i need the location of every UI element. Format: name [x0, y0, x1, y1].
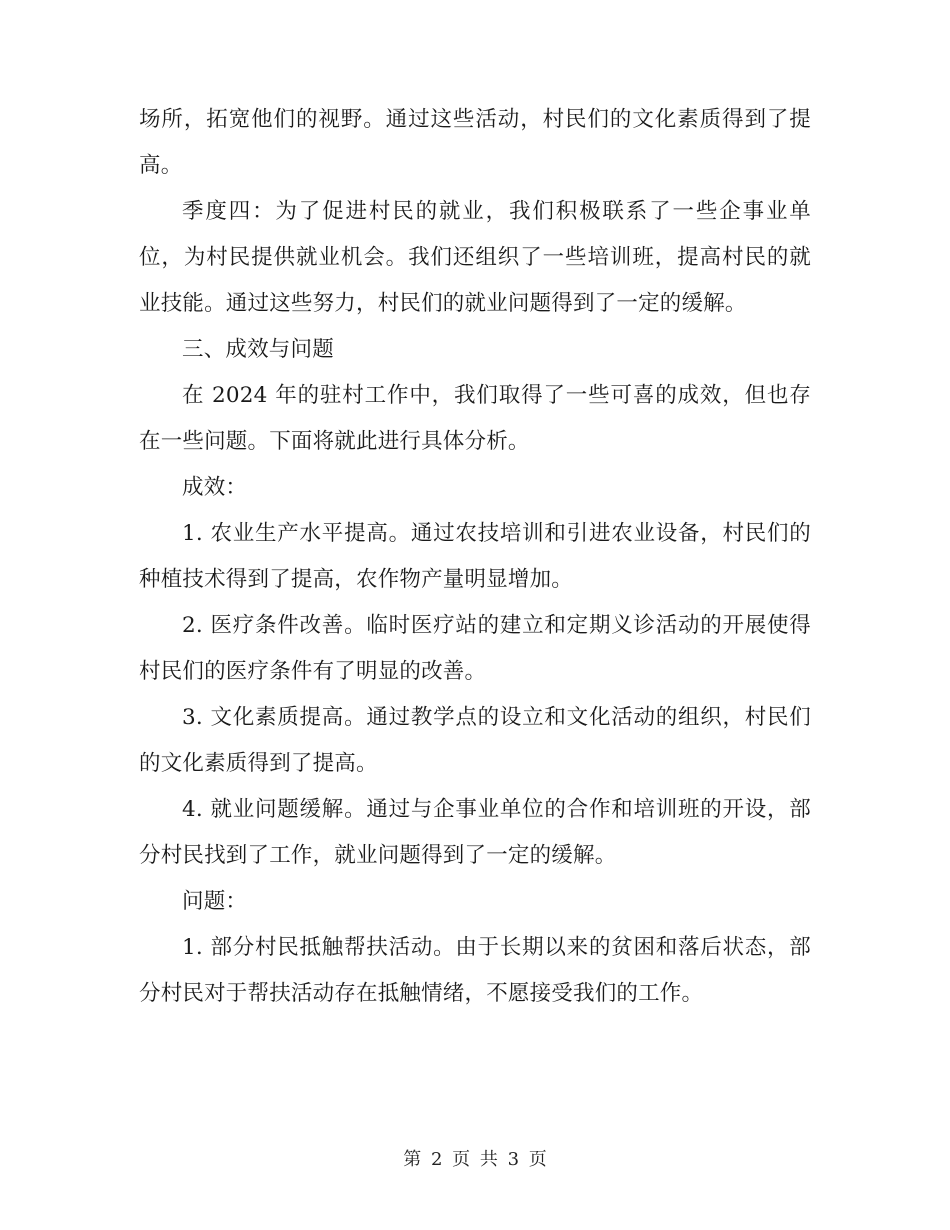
- paragraph-continuation: 场所，拓宽他们的视野。通过这些活动，村民们的文化素质得到了提高。: [139, 107, 811, 178]
- list-item-result-1: 1. 农业生产水平提高。通过农技培训和引进农业设备，村民们的种植技术得到了提高，农作物产量明显增加。: [139, 521, 811, 592]
- document-body: [139, 97, 811, 1017]
- list-item-result-4: 4. 就业问题缓解。通过与企事业单位的合作和培训班的开设，部分村民找到了工作，就业问题得到了一定的缓解。: [139, 797, 811, 868]
- section-heading-results-and-problems: 三、成效与问题: [182, 337, 334, 362]
- subheading-problems: 问题：: [182, 889, 248, 914]
- list-item-result-3: 3. 文化素质提高。通过教学点的设立和文化活动的组织，村民们的文化素质得到了提高。: [139, 705, 811, 776]
- page-number-footer: 第 2 页 共 3 页: [403, 1149, 547, 1170]
- list-item-result-2: 2. 医疗条件改善。临时医疗站的建立和定期义诊活动的开展使得村民们的医疗条件有了明显的改善。: [139, 613, 811, 684]
- list-item-problem-1: 1. 部分村民抵触帮扶活动。由于长期以来的贫困和落后状态，部分村民对于帮扶活动存在抵触情绪，不愿接受我们的工作。: [139, 935, 811, 1006]
- paragraph-intro-analysis: 在 2024 年的驻村工作中，我们取得了一些可喜的成效，但也存在一些问题。下面将就此进行具体分析。: [139, 383, 811, 454]
- paragraph-quarter-four: 季度四：为了促进村民的就业，我们积极联系了一些企事业单位，为村民提供就业机会。我们还组织了一些培训班，提高村民的就业技能。通过这些努力，村民们的就业问题得到了一定的缓解。: [139, 199, 811, 316]
- subheading-results: 成效：: [182, 475, 248, 500]
